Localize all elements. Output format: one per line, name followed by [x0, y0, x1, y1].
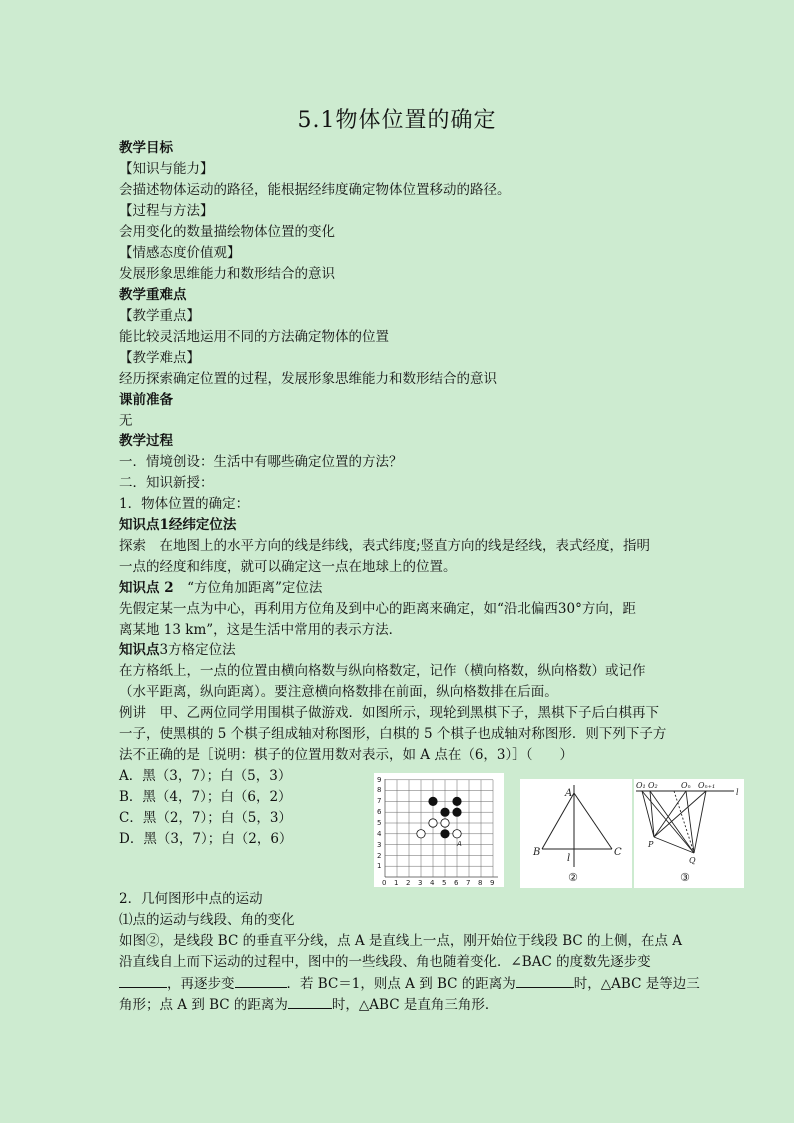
x-tick-5: 5 [442, 879, 447, 887]
emotion-text: 发展形象思维能力和数形结合的意识 [119, 266, 335, 282]
example-line-3: 法不正确的是［说明：棋子的位置用数对表示，如 A 点在（6，3）］（ ） [119, 747, 574, 763]
white-stone [441, 819, 449, 827]
option-a: A．黑（3，7）；白（5，3） [119, 768, 292, 784]
difficult-label: 【教学难点】 [119, 350, 200, 366]
segment-ac [574, 793, 612, 849]
figure-3 [634, 779, 744, 888]
kp3-line-2: （水平距离，纵向距离）。要注意横向格数排在前面，纵向格数排在后面。 [119, 684, 558, 700]
go-grid-svg [374, 773, 504, 887]
answer-blank-2[interactable] [235, 973, 287, 988]
black-stone [441, 830, 449, 838]
white-stone [453, 830, 461, 838]
kp1-title: 知识点1经纬定位法 [119, 517, 237, 533]
black-stone [429, 797, 437, 805]
x-tick-3: 3 [418, 879, 423, 887]
motion-title: 2．几何图形中点的运动 [119, 891, 263, 907]
emotion-label: 【情感态度价值观】 [119, 245, 241, 261]
motion-line-3 [119, 973, 700, 994]
option-d: D．黑（3，7）；白（2，6） [119, 831, 293, 847]
label-l: l [567, 853, 571, 864]
x-tick-7: 7 [466, 879, 471, 887]
label-p: P [648, 840, 654, 849]
x-tick-8: 8 [478, 879, 483, 887]
process-label: 【过程与方法】 [119, 203, 214, 219]
kp3-title [119, 640, 236, 660]
figure-2 [520, 779, 632, 888]
option-c: C．黑（2，7）；白（5，3） [119, 810, 292, 826]
y-tick-5: 5 [377, 819, 382, 827]
example-line-2: 一子，使黑棋的 5 个棋子组成轴对称图形，白棋的 5 个棋子也成轴对称图形．则下列下子方 [119, 726, 667, 742]
process-text: 会用变化的数量描绘物体位置的变化 [119, 224, 335, 240]
process-heading: 教学过程 [119, 433, 173, 449]
figure-2-number: ② [568, 871, 578, 884]
kp3-line-1: 在方格纸上，一点的位置由横向格数与纵向格数定，记作（横向格数，纵向格数）或记作 [119, 663, 646, 679]
black-stone [453, 808, 461, 816]
x-tick-6: 6 [454, 879, 459, 887]
answer-blank-3[interactable] [516, 973, 574, 988]
x-tick-4: 4 [430, 879, 435, 887]
section-2-1: 1．物体位置的确定： [119, 496, 250, 512]
motion-line-3-b: ．若 BC＝1，则点 A 到 BC 的距离为 [286, 976, 516, 992]
option-b: B．黑（4，7）；白（6，2） [119, 789, 292, 805]
label-o1: O₁ [636, 781, 646, 790]
example-line-1: 例讲 甲、乙两位同学用围棋子做游戏．如图所示，现轮到黑棋下子，黑棋下子后白棋再下 [119, 705, 659, 721]
label-a: A [565, 788, 573, 799]
y-tick-7: 7 [377, 797, 382, 805]
motion-line-3-c: 时，△ABC 是等边三 [573, 976, 700, 992]
label-b: B [533, 847, 541, 858]
label-on: Oₙ [681, 781, 691, 790]
kp1-line-1: 探索 在地图上的水平方向的线是纬线，表式纬度;竖直方向的线是经线，表式经度，指明 [119, 538, 651, 554]
motion-subtitle: ⑴点的运动与线段、角的变化 [119, 912, 295, 928]
label-on1: Oₙ₊₁ [698, 781, 716, 790]
kp2-title [119, 578, 322, 598]
section-1: 一．情境创设：生活中有哪些确定位置的方法？ [119, 454, 403, 470]
y-tick-8: 8 [377, 786, 382, 794]
kp3-title-rest: 3方格定位法 [159, 642, 236, 658]
kp2-title-bold: 知识点 2 [119, 580, 174, 596]
kp1-line-2: 一点的经度和纬度，就可以确定这一点在地球上的位置。 [119, 559, 457, 575]
x-tick-9: 9 [490, 879, 495, 887]
objectives-heading: 教学目标 [119, 140, 173, 156]
x-tick-1: 1 [394, 879, 399, 887]
go-grid-figure [374, 773, 504, 887]
label-l3: l [736, 788, 739, 797]
y-tick-3: 3 [377, 841, 382, 849]
x-tick-0: 0 [382, 879, 387, 887]
keypoints-heading: 教学重难点 [119, 287, 187, 303]
key-text: 能比较灵活地运用不同的方法确定物体的位置 [119, 329, 389, 345]
y-tick-4: 4 [377, 830, 382, 838]
kp2-line-1: 先假定某一点为中心，再利用方位角及到中心的距离来确定，如“沿北偏西30°方向，距 [119, 601, 636, 617]
y-tick-2: 2 [377, 852, 382, 860]
motion-line-2: 沿直线自上而下运动的过程中，图中的一些线段、角也随着变化．∠BAC 的度数先逐步变 [119, 954, 651, 970]
point-a-label: A [457, 840, 462, 848]
answer-blank-1[interactable] [119, 973, 167, 988]
answer-blank-4[interactable] [288, 994, 332, 1009]
x-tick-2: 2 [406, 879, 411, 887]
motion-line-4-a: 角形；点 A 到 BC 的距离为 [119, 997, 288, 1013]
segment-ab [542, 793, 574, 849]
white-stone [417, 830, 425, 838]
knowledge-text: 会描述物体运动的路径，能根据经纬度确定物体位置移动的路径。 [119, 182, 511, 198]
motion-line-4 [119, 994, 498, 1015]
kp3-title-bold: 知识点 [119, 642, 160, 658]
motion-line-4-b: 时，△ABC 是直角三角形． [331, 997, 499, 1013]
motion-line-3-a: ，再逐步变 [167, 976, 235, 992]
prep-heading: 课前准备 [119, 392, 173, 408]
y-tick-6: 6 [377, 808, 382, 816]
figure-3-number: ③ [680, 871, 690, 884]
difficult-text: 经历探索确定位置的过程，发展形象思维能力和数形结合的意识 [119, 371, 497, 387]
label-c: C [614, 847, 622, 858]
label-o2: O₂ [648, 781, 658, 790]
section-2: 二．知识新授： [119, 475, 214, 491]
y-tick-1: 1 [377, 862, 382, 870]
knowledge-label: 【知识与能力】 [119, 161, 214, 177]
page-title: 5.1物体位置的确定 [297, 108, 497, 133]
y-tick-9: 9 [377, 776, 382, 784]
kp2-line-2: 离某地 13 km”，这是生活中常用的表示方法． [119, 622, 403, 638]
black-stone [441, 808, 449, 816]
prep-text: 无 [119, 413, 133, 429]
kp2-title-rest: “方位角加距离”定位法 [173, 580, 323, 596]
black-stone [453, 797, 461, 805]
label-q: Q [689, 856, 696, 865]
motion-line-1: 如图②，是线段 BC 的垂直平分线，点 A 是直线上一点，刚开始位于线段 BC 的上侧，在点 A [119, 933, 683, 949]
key-label: 【教学重点】 [119, 308, 200, 324]
figure-3-svg [634, 779, 744, 888]
figure-2-svg [520, 779, 632, 888]
white-stone [429, 819, 437, 827]
